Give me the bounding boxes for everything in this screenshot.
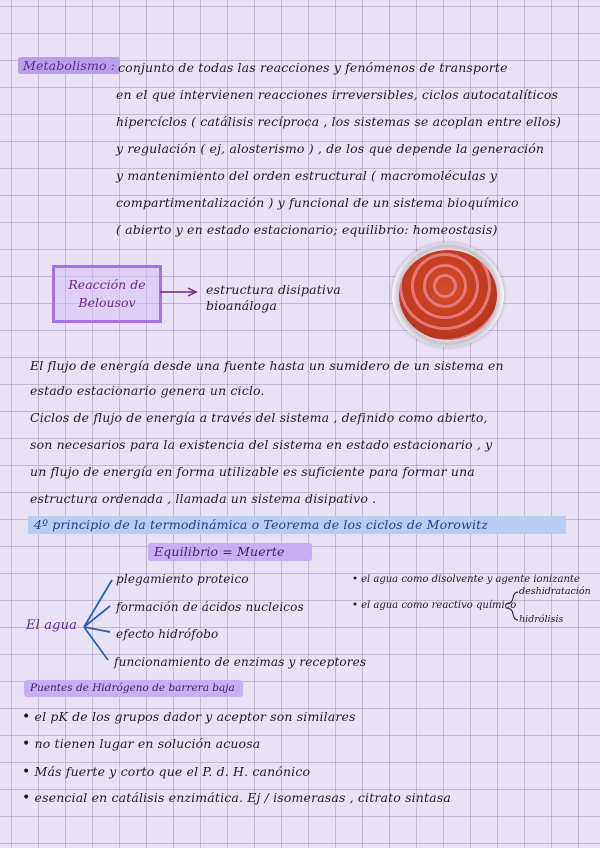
bullet-icon: • — [22, 736, 31, 752]
paragraph-1-line-1: conjunto de todas las reacciones y fenómenos de transporte — [118, 60, 508, 75]
bullet-icon: • — [22, 790, 31, 806]
bullet-icon: • — [22, 764, 31, 780]
bullet-icon: • — [22, 709, 31, 725]
equilibrium-heading: Equilibrio = Muerte — [148, 543, 312, 561]
paragraph-2-line-4: son necesarios para la existencia del sistema en estado estacionario , y — [30, 437, 493, 452]
water-branch-3: efecto hidrófobo — [116, 627, 219, 641]
water-branch-1: plegamiento proteico — [116, 572, 249, 586]
hbond-item-1 — [22, 709, 356, 725]
belousov-note-line-2: bioanáloga — [206, 298, 277, 313]
paragraph-1-line-6: compartimentalización ) y funcional de un sistema bioquímico — [116, 195, 519, 210]
paragraph-1-line-3: hipercíclos ( catálisis recíproca , los sistemas se acoplan entre ellos) — [116, 114, 562, 129]
reaction-hydrolysis: hidrólisis — [519, 614, 564, 625]
paragraph-2-line-3: Ciclos de flujo de energía a través del sistema , definido como abierto, — [30, 410, 488, 425]
principle-heading: 4º principio de la termodinámica o Teorema de los ciclos de Morowitz — [28, 516, 566, 534]
branch-line-1 — [84, 580, 112, 627]
hbond-item-2 — [22, 736, 260, 752]
water-right-bullet-2: • el agua como reactivo químico — [352, 600, 517, 611]
reaction-dehydration: deshidratación — [519, 586, 591, 597]
paragraph-2-line-2: estado estacionario genera un ciclo. — [30, 383, 265, 398]
paragraph-1-line-5: y mantenimiento del orden estructural ( macromoléculas y — [116, 168, 498, 183]
water-label: El agua — [26, 618, 78, 633]
hbond-item-4 — [22, 790, 451, 806]
petri-dish-agar — [399, 250, 497, 340]
branch-line-2 — [84, 606, 110, 627]
hbond-item-2-text: no tienen lugar en solución acuosa — [34, 736, 261, 751]
hbond-heading: Puentes de Hidrógeno de barrera baja — [24, 680, 243, 697]
metabolismo-term-label: Metabolismo : — [18, 57, 120, 74]
paragraph-1-line-2: en el que intervienen reacciones irreversibles, ciclos autocatalíticos — [116, 87, 559, 102]
paragraph-1-line-4: y regulación ( ej, alosterismo ) , de los que depende la generación — [116, 141, 545, 156]
paragraph-2-line-1: El flujo de energía desde una fuente hasta un sumidero de un sistema en — [30, 358, 504, 373]
hbond-item-4-text: esencial en catálisis enzimática. Ej / isomerasas , citrato sintasa — [34, 790, 451, 805]
water-right-bullet-1: • el agua como disolvente y agente ionizante — [352, 574, 580, 585]
branch-line-4 — [84, 627, 108, 660]
belousov-note-line-1: estructura disipativa — [206, 282, 341, 297]
paragraph-2-line-6: estructura ordenada , llamada un sistema disipativo . — [30, 491, 377, 506]
hbond-item-3 — [22, 764, 310, 780]
water-branch-4: funcionamiento de enzimas y receptores — [114, 655, 367, 669]
belousov-box-line-1: Reacción de — [68, 277, 146, 292]
paragraph-1-line-7: ( abierto y en estado estacionario; equilibrio: homeostasis) — [116, 222, 498, 237]
hbond-item-1-text: el pK de los grupos dador y aceptor son similares — [34, 709, 356, 724]
hbond-item-3-text: Más fuerte y corto que el P. d. H. canónico — [34, 764, 311, 779]
petri-dish-image — [392, 243, 504, 347]
paragraph-2-line-5: un flujo de energía en forma utilizable es suficiente para formar una — [30, 464, 475, 479]
belousov-box-line-2: Belousov — [78, 295, 136, 310]
water-branch-2: formación de ácidos nucleicos — [116, 600, 304, 614]
